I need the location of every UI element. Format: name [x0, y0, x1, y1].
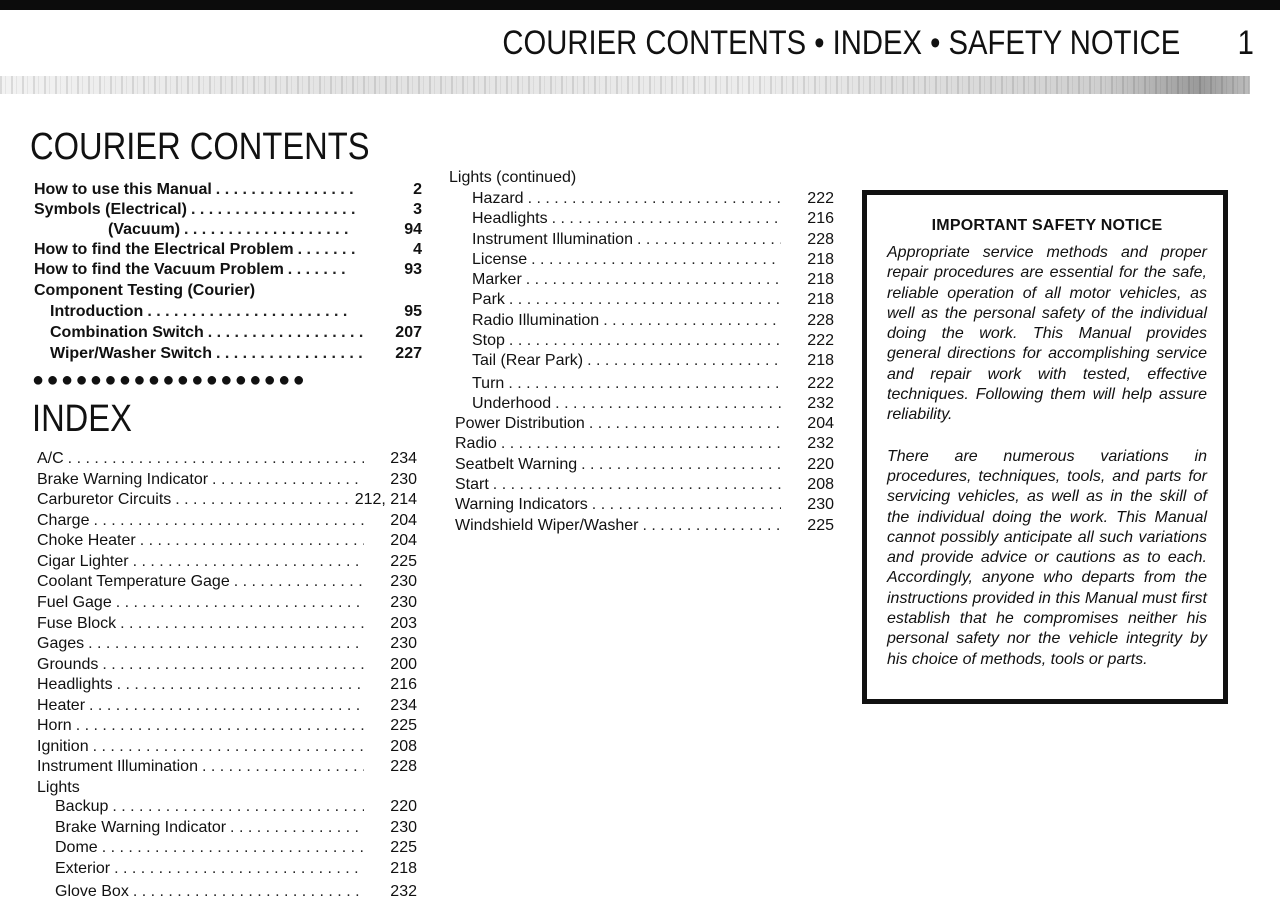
index-subentry: Glove Box . . . 232: [55, 882, 417, 902]
index-entry: Cigar Lighter . . . 225: [37, 552, 417, 572]
index-entry: Seatbelt Warning . . . 220: [455, 455, 834, 475]
contents-entry: (Vacuum) . . . 94: [108, 220, 422, 240]
bullet-separator: ●●●●●●●●●●●●●●●●●●●: [32, 369, 308, 391]
index-entry: Carburetor Circuits . . . 212, 214: [37, 490, 417, 510]
index-entry: Headlights . . . 216: [37, 675, 417, 695]
index-subentry: Underhood . . . 232: [472, 394, 834, 414]
index-entry: A/C . . . 234: [37, 449, 417, 469]
index-entry: Fuse Block . . . 203: [37, 614, 417, 634]
index-entry: Brake Warning Indicator . . . 230: [37, 470, 417, 490]
index-subentry: Exterior . . . 218: [55, 859, 417, 879]
index-subheading-lights: Lights: [37, 779, 80, 796]
index-subentry: Turn . . . 222: [472, 374, 834, 394]
contents-entry: How to use this Manual . . . 2: [34, 180, 422, 200]
page-header-title: COURIER CONTENTS • INDEX • SAFETY NOTICE: [502, 24, 1180, 62]
index-entry: Coolant Temperature Gage . . . 230: [37, 572, 417, 592]
index-entry: Grounds . . . 200: [37, 655, 417, 675]
index-entry: Radio . . . 232: [455, 434, 834, 454]
index-subentry: Instrument Illumination . . . 228: [472, 230, 834, 250]
safety-notice-title: IMPORTANT SAFETY NOTICE: [931, 217, 1163, 234]
index-subentry: License . . . 218: [472, 250, 834, 270]
contents-heading: COURIER CONTENTS: [30, 126, 370, 168]
contents-entry: Wiper/Washer Switch . . . 227: [50, 344, 422, 364]
index-subentry: Hazard . . . 222: [472, 189, 834, 209]
index-entry: Start . . . 208: [455, 475, 834, 495]
index-heading: INDEX: [32, 398, 132, 440]
safety-notice-paragraph: Appropriate service methods and proper repair procedures are essential for the safe, reliable operation of all motor vehicles, as well as the personal safety of the individual doing the work. This Manual provides general directions for accomplishing service and repair work with tested, effective techniques. Following them will help assure reliability.: [887, 244, 1207, 424]
index-subentry: Backup . . . 220: [55, 797, 417, 817]
index-subheading-lights-continued: Lights (continued): [449, 169, 577, 186]
index-entry: Charge . . . 204: [37, 511, 417, 531]
index-entry: Power Distribution . . . 204: [455, 414, 834, 434]
index-entry: Ignition . . . 208: [37, 737, 417, 757]
index-subentry: Dome . . . 225: [55, 838, 417, 858]
contents-entry: Symbols (Electrical) . . . 3: [34, 200, 422, 220]
safety-notice-box: [862, 190, 1228, 704]
index-entry: Instrument Illumination . . . 228: [37, 757, 417, 777]
index-entry: Warning Indicators . . . 230: [455, 495, 834, 515]
contents-entry: Combination Switch . . . 207: [50, 323, 422, 343]
contents-entry: How to find the Vacuum Problem . . . 93: [34, 260, 422, 280]
contents-entry: Component Testing (Courier): [34, 282, 256, 299]
index-entry: Horn . . . 225: [37, 716, 417, 736]
index-subentry: Park . . . 218: [472, 290, 834, 310]
index-entry: Gages . . . 230: [37, 634, 417, 654]
safety-notice-paragraph: There are numerous variations in procedures, techniques, tools, and parts for servicing vehicles, as well as in the skill of the individual doing the work. This Manual cannot possibly anticipate all such variations and provide advice or cautions as to each. Accordingly, anyone who departs from the instructions provided in this Manual must first establish that he compromises neither his personal safety nor the vehicle integrity by his choice of methods, tools or parts.: [887, 447, 1207, 668]
page-number: 1: [1237, 24, 1254, 62]
contents-entry: Introduction . . . 95: [50, 302, 422, 322]
top-border-bar: [0, 0, 1280, 10]
header-texture-band: [0, 76, 1250, 94]
index-entry: Fuel Gage . . . 230: [37, 593, 417, 613]
index-entry: Windshield Wiper/Washer . . . 225: [455, 516, 834, 536]
index-entry: Choke Heater . . . 204: [37, 531, 417, 551]
index-subentry: Headlights . . . 216: [472, 209, 834, 229]
contents-entry: How to find the Electrical Problem . . . 4: [34, 240, 422, 260]
index-subentry: Stop . . . 222: [472, 331, 834, 351]
index-subentry: Tail (Rear Park) . . . 218: [472, 351, 834, 371]
index-subentry: Marker . . . 218: [472, 270, 834, 290]
index-subentry: Brake Warning Indicator . . . 230: [55, 818, 417, 838]
index-entry: Heater . . . 234: [37, 696, 417, 716]
index-subentry: Radio Illumination . . . 228: [472, 311, 834, 331]
